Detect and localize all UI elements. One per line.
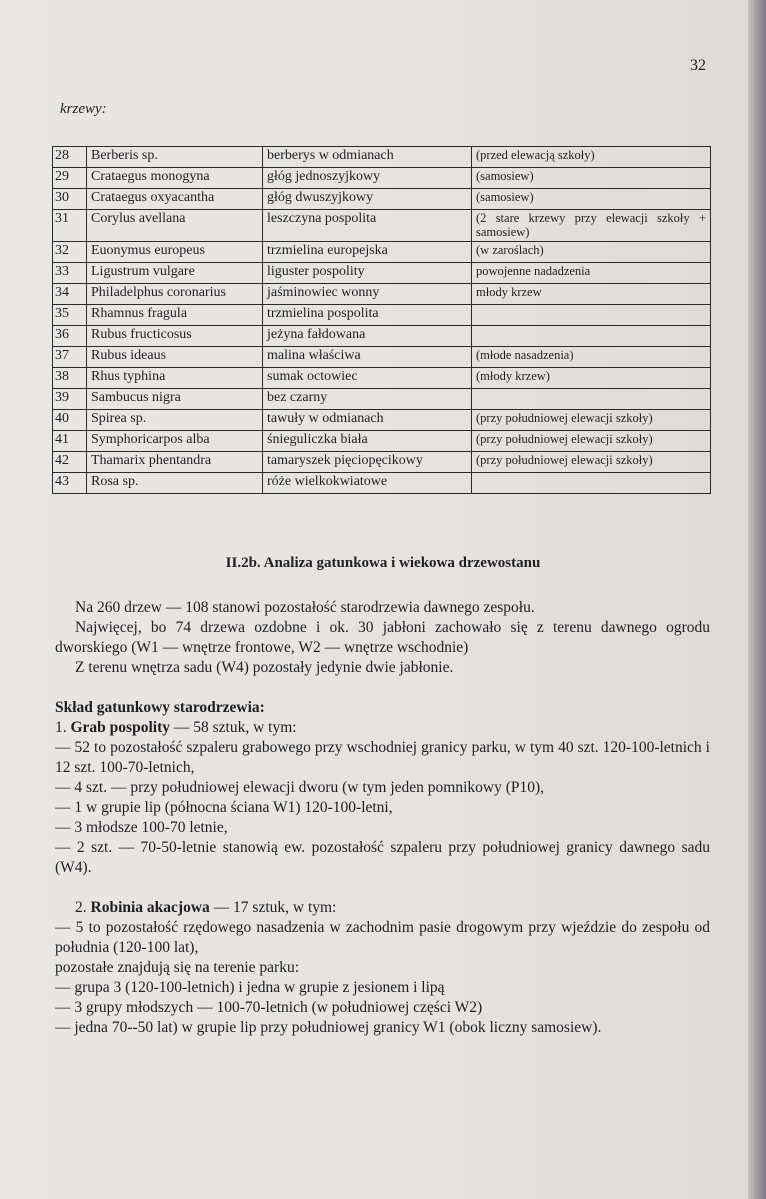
location-note: (przed elewacją szkoły): [472, 147, 711, 168]
location-note: [472, 472, 711, 493]
latin-name: Rhus typhina: [87, 367, 263, 388]
latin-name: Spirea sp.: [87, 409, 263, 430]
table-row: [53, 430, 711, 451]
latin-name: Rosa sp.: [87, 472, 263, 493]
robinia-line: — 5 to pozostałość rzędowego nasadzenia w zachodnim pasie drogowym przy wjeździe do zespołu od południa (120-100 lat),: [55, 919, 710, 956]
location-note: powojenne nadadzenia: [472, 262, 711, 283]
location-note: (samosiew): [472, 189, 711, 210]
location-note: (przy południowej elewacji szkoły): [472, 409, 711, 430]
row-number: 29: [53, 168, 87, 189]
latin-name: Rubus ideaus: [87, 346, 263, 367]
location-note: [472, 304, 711, 325]
polish-name: sumak octowiec: [263, 367, 472, 388]
polish-name: śnieguliczka biała: [263, 430, 472, 451]
intro-line: Z terenu wnętrza sadu (W4) pozostały jedynie dwie jabłonie.: [75, 659, 454, 676]
latin-name: Euonymus europeus: [87, 241, 263, 262]
table-row: [53, 262, 711, 283]
robinia-line: pozostałe znajdują się na terenie parku:: [55, 959, 300, 976]
species-robinia: 2. Robinia akacjowa — 17 sztuk, w tym:: [75, 899, 337, 916]
location-note: (młody krzew): [472, 367, 711, 388]
row-number: 42: [53, 451, 87, 472]
polish-name: malina właściwa: [263, 346, 472, 367]
latin-name: Ligustrum vulgare: [87, 262, 263, 283]
polish-name: trzmielina pospolita: [263, 304, 472, 325]
table-row: [53, 241, 711, 262]
polish-name: leszczyna pospolita: [263, 210, 472, 242]
row-number: 32: [53, 241, 87, 262]
location-note: (młode nasadzenia): [472, 346, 711, 367]
polish-name: jaśminowiec wonny: [263, 283, 472, 304]
polish-name: bez czarny: [263, 388, 472, 409]
row-number: 38: [53, 367, 87, 388]
table-row: [53, 409, 711, 430]
row-number: 33: [53, 262, 87, 283]
row-number: 28: [53, 147, 87, 168]
location-note: młody krzew: [472, 283, 711, 304]
page-number: 32: [690, 57, 706, 74]
table-row: [53, 388, 711, 409]
latin-name: Crataegus oxyacantha: [87, 189, 263, 210]
polish-name: trzmielina europejska: [263, 241, 472, 262]
shrubs-table: [52, 146, 711, 494]
polish-name: głóg dwuszyjkowy: [263, 189, 472, 210]
row-number: 43: [53, 472, 87, 493]
page-edge-shadow: [748, 0, 766, 1199]
location-note: (w zaroślach): [472, 241, 711, 262]
row-number: 37: [53, 346, 87, 367]
robinia-line: — 3 grupy młodszych — 100-70-letnich (w południowej części W2): [55, 999, 483, 1016]
latin-name: Crataegus monogyna: [87, 168, 263, 189]
polish-name: jeżyna fałdowana: [263, 325, 472, 346]
section-label: krzewy:: [60, 101, 107, 117]
location-note: (przy południowej elewacji szkoły): [472, 451, 711, 472]
table-row: [53, 147, 711, 168]
row-number: 31: [53, 210, 87, 242]
row-number: 35: [53, 304, 87, 325]
table-row: [53, 283, 711, 304]
polish-name: berberys w odmianach: [263, 147, 472, 168]
table-row: [53, 210, 711, 242]
robinia-line: — grupa 3 (120-100-letnich) i jedna w grupie z jesionem i lipą: [55, 979, 445, 996]
location-note: [472, 388, 711, 409]
intro-line: Na 260 drzew — 108 stanowi pozostałość starodrzewia dawnego zespołu.: [75, 599, 535, 616]
table-row: [53, 367, 711, 388]
table-row: [53, 304, 711, 325]
location-note: (samosiew): [472, 168, 711, 189]
grab-line: — 1 w grupie lip (północna ściana W1) 120-100-letni,: [55, 799, 393, 816]
table-row: [53, 472, 711, 493]
latin-name: Berberis sp.: [87, 147, 263, 168]
latin-name: Philadelphus coronarius: [87, 283, 263, 304]
table-row: [53, 346, 711, 367]
row-number: 30: [53, 189, 87, 210]
row-number: 40: [53, 409, 87, 430]
polish-name: liguster pospolity: [263, 262, 472, 283]
table-row: [53, 168, 711, 189]
grab-line: — 3 młodsze 100-70 letnie,: [55, 819, 228, 836]
species-grab: 1. Grab pospolity — 58 sztuk, w tym:: [55, 719, 297, 736]
body-text: [55, 598, 710, 1038]
section-heading: II.2b. Analiza gatunkowa i wiekowa drzewostanu: [225, 555, 541, 571]
latin-name: Corylus avellana: [87, 210, 263, 242]
intro-line: Najwięcej, bo 74 drzewa ozdobne i ok. 30 jabłoni zachowało się z terenu dawnego ogrodu dworskiego (W1 — wnętrze frontowe, W2 — wnętrze wschodnie): [55, 619, 710, 656]
latin-name: Rhamnus fragula: [87, 304, 263, 325]
latin-name: Rubus fructicosus: [87, 325, 263, 346]
row-number: 41: [53, 430, 87, 451]
grab-line: — 2 szt. — 70-50-letnie stanowią ew. pozostałość szpaleru przy południowej granicy dawnego sadu (W4).: [55, 839, 710, 876]
polish-name: tawuły w odmianach: [263, 409, 472, 430]
polish-name: róże wielkokwiatowe: [263, 472, 472, 493]
grab-line: — 4 szt. — przy południowej elewacji dworu (w tym jeden pomnikowy (P10),: [55, 779, 545, 796]
location-note: [472, 325, 711, 346]
polish-name: głóg jednoszyjkowy: [263, 168, 472, 189]
composition-title: Skład gatunkowy starodrzewia:: [55, 699, 265, 716]
row-number: 36: [53, 325, 87, 346]
row-number: 34: [53, 283, 87, 304]
polish-name: tamaryszek pięciopęcikowy: [263, 451, 472, 472]
location-note: (przy południowej elewacji szkoły): [472, 430, 711, 451]
table-row: [53, 189, 711, 210]
robinia-line: — jedna 70--50 lat) w grupie lip przy południowej granicy W1 (obok liczny samosiew).: [55, 1019, 602, 1036]
row-number: 39: [53, 388, 87, 409]
location-note: (2 stare krzewy przy elewacji szkoły + samosiew): [472, 210, 711, 242]
grab-line: — 52 to pozostałość szpaleru grabowego przy wschodniej granicy parku, w tym 40 szt. 120-100-letnich i 12 szt. 100-70-letnich,: [55, 739, 710, 776]
latin-name: Symphoricarpos alba: [87, 430, 263, 451]
latin-name: Sambucus nigra: [87, 388, 263, 409]
table-row: [53, 325, 711, 346]
latin-name: Thamarix phentandra: [87, 451, 263, 472]
table-row: [53, 451, 711, 472]
